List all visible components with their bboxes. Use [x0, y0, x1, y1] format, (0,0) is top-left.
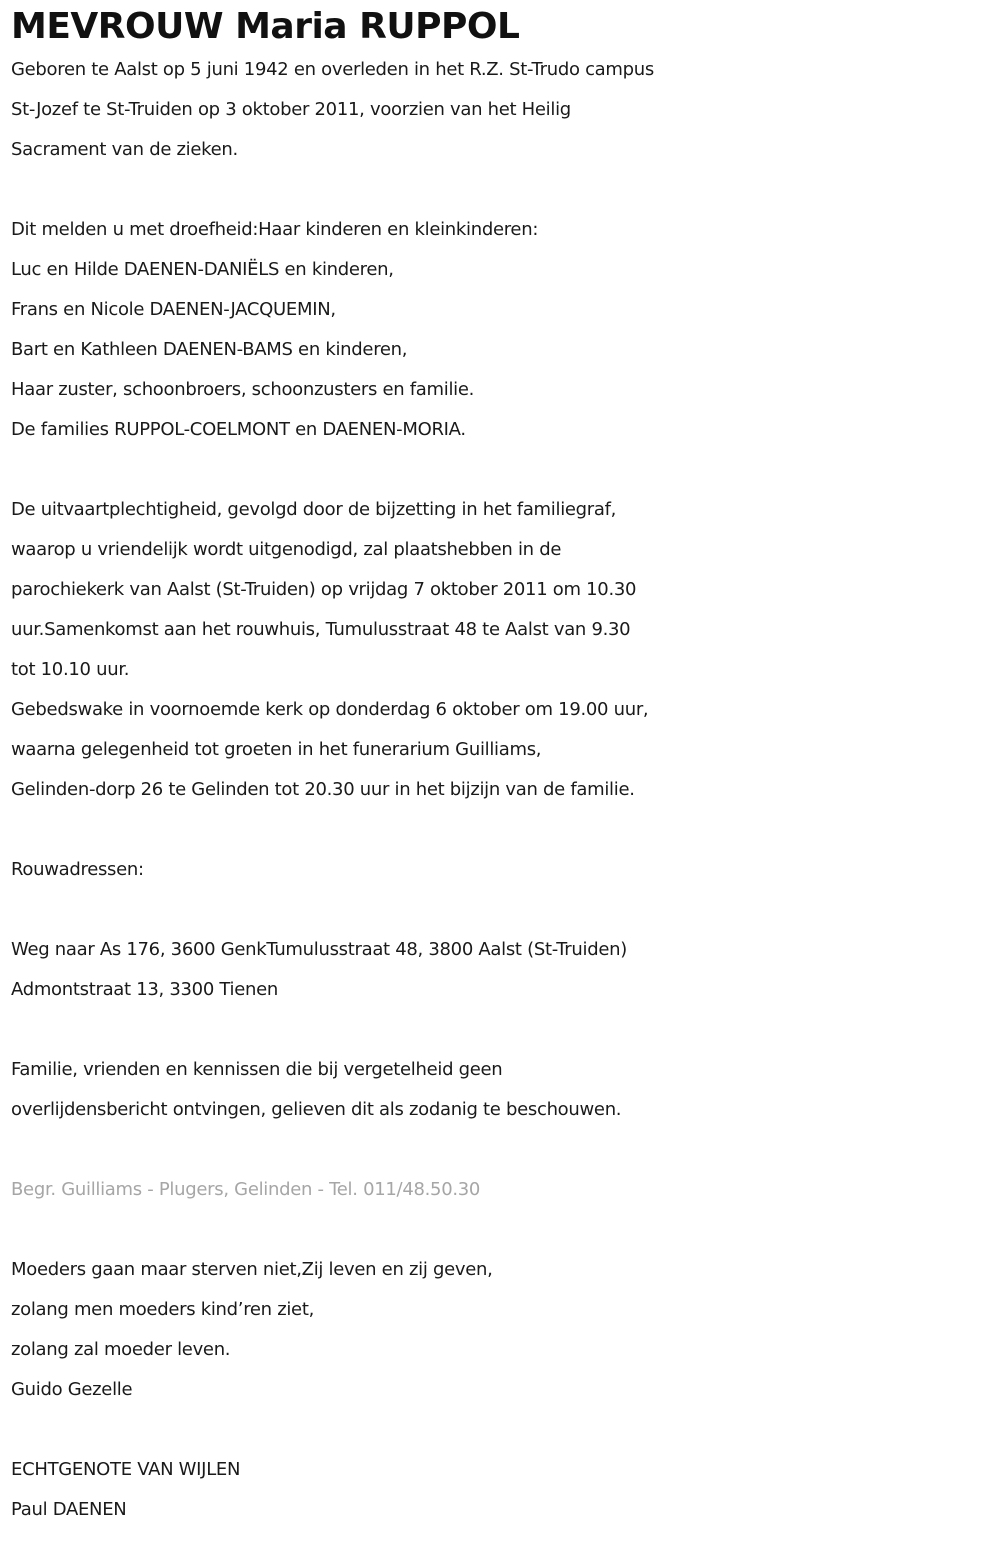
funeral-line: Gebedswake in voornoemde kerk op donderdag 6 oktober om 19.00 uur,	[11, 699, 649, 720]
funeral-line: waarop u vriendelijk wordt uitgenodigd, zal plaatshebben in de	[11, 539, 562, 560]
funeral-line: uur.Samenkomst aan het rouwhuis, Tumulusstraat 48 te Aalst van 9.30	[11, 619, 631, 640]
notice-line: Familie, vrienden en kennissen die bij vergetelheid geen	[11, 1059, 503, 1080]
spacer	[11, 170, 996, 210]
poem-line: zolang men moeders kind’ren ziet,	[11, 1299, 314, 1320]
funeral-line: De uitvaartplechtigheid, gevolgd door de bijzetting in het familiegraf,	[11, 499, 617, 520]
address-line: Weg naar As 176, 3600 GenkTumulusstraat 48, 3800 Aalst (St-Truiden)	[11, 939, 627, 960]
mourners-line: Dit melden u met droefheid:Haar kinderen en kleinkinderen:	[11, 219, 539, 240]
intro-line: Geboren te Aalst op 5 juni 1942 en overleden in het R.Z. St-Trudo campus	[11, 59, 654, 80]
spacer	[11, 810, 996, 850]
address-line: Admontstraat 13, 3300 Tienen	[11, 979, 278, 1000]
spacer	[11, 890, 996, 930]
spouse-line: ECHTGENOTE VAN WIJLEN	[11, 1459, 241, 1480]
obituary-document	[11, 4, 996, 1530]
page-title: MEVROUW Maria RUPPOL	[11, 6, 520, 47]
intro-line: Sacrament van de zieken.	[11, 139, 238, 160]
spacer	[11, 1210, 996, 1250]
addresses-label: Rouwadressen:	[11, 859, 144, 880]
mourners-line: Luc en Hilde DAENEN-DANIËLS en kinderen,	[11, 259, 394, 280]
spacer	[11, 1010, 996, 1050]
funeral-line: Gelinden-dorp 26 te Gelinden tot 20.30 uur in het bijzijn van de familie.	[11, 779, 635, 800]
funeral-line: tot 10.10 uur.	[11, 659, 130, 680]
undertaker-credit: Begr. Guilliams - Plugers, Gelinden - Tel. 011/48.50.30	[11, 1179, 481, 1200]
mourners-line: De families RUPPOL-COELMONT en DAENEN-MORIA.	[11, 419, 466, 440]
spacer	[11, 1410, 996, 1450]
funeral-paragraph	[11, 490, 996, 810]
spouse-paragraph	[11, 1450, 996, 1530]
notice-paragraph	[11, 1050, 996, 1130]
notice-line: overlijdensbericht ontvingen, gelieven dit als zodanig te beschouwen.	[11, 1099, 622, 1120]
poem-author: Guido Gezelle	[11, 1379, 133, 1400]
spacer	[11, 450, 996, 490]
intro-paragraph	[11, 50, 996, 170]
spouse-name: Paul DAENEN	[11, 1499, 127, 1520]
obituary-body	[11, 50, 996, 1530]
poem-paragraph	[11, 1250, 996, 1410]
intro-line: St-Jozef te St-Truiden op 3 oktober 2011, voorzien van het Heilig	[11, 99, 571, 120]
funeral-line: parochiekerk van Aalst (St-Truiden) op vrijdag 7 oktober 2011 om 10.30	[11, 579, 637, 600]
mourners-line: Frans en Nicole DAENEN-JACQUEMIN,	[11, 299, 336, 320]
spacer	[11, 1130, 996, 1170]
mourners-line: Bart en Kathleen DAENEN-BAMS en kinderen,	[11, 339, 408, 360]
addresses-paragraph	[11, 930, 996, 1010]
poem-line: Moeders gaan maar sterven niet,Zij leven en zij geven,	[11, 1259, 493, 1280]
mourners-paragraph	[11, 210, 996, 450]
mourners-line: Haar zuster, schoonbroers, schoonzusters en familie.	[11, 379, 475, 400]
funeral-line: waarna gelegenheid tot groeten in het funerarium Guilliams,	[11, 739, 542, 760]
poem-line: zolang zal moeder leven.	[11, 1339, 231, 1360]
